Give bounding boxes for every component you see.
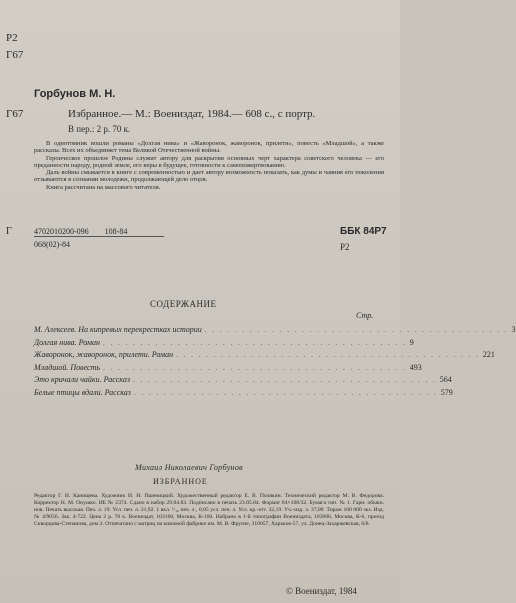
toc-entry [34,324,516,337]
annotation-paragraph: Книга рассчитана на массового читателя. [46,183,161,191]
index-divider [34,236,164,237]
bbk-header [6,30,23,64]
annotation-paragraph: Героическое прошлое Родины служит автору для раскрытия основных черт характера советского человека — его преданности народу, родной земле, его веры в будущее, готовности к самопожертвованию. [34,154,384,169]
toc-entry-label: Младшой. Повесть [34,362,100,372]
card-author: Горбунов М. Н. [34,88,116,100]
toc-leader-dots: . . . . . . . . . . . . . . . . . . . . . . . . . . . . . . . . . . . . . . . . . [103,363,407,372]
index-code-2: 068(02)-84 [34,240,70,249]
annotation-paragraph: В однотомник вошли романы «Долгая нива» и «Жаворонок, жаворонок, прилети», повесть «Младшой», а также рассказы. Всех их объединяет тема Великой Отечественной войны. [34,140,384,155]
toc-leader-dots: . . . . . . . . . . . . . . . . . . . . . . . . . . . . . . . . . . . . . . . . . [204,326,509,334]
card-title-line: Избранное.— М.: Воениздат, 1984.— 608 с., с портр. [68,108,316,120]
toc-title: СОДЕРЖАНИЕ [150,299,217,309]
g-letter: Г [6,226,12,237]
index-code-right: 108-84 [104,227,128,236]
bbk-code: ББК 84Р7 [340,226,387,237]
toc-entry-label: Долгая нива. Роман [34,337,100,347]
bbk-short: Р2 [340,242,350,252]
copyright-line: © Воениздат, 1984 [286,586,357,596]
bbk-label: Р2 [6,32,18,44]
toc-leader-dots: . . . . . . . . . . . . . . . . . . . . . . . . . . . . . . . . . . . . . . . . . [132,376,437,384]
table-of-contents [34,324,516,399]
toc-entry-label: М. Алексеев. На кипревых перекрестках истории [34,325,202,334]
toc-entry [34,337,414,350]
toc-entry-label: Белые птицы вдали. Рассказ [34,387,131,397]
toc-entry-page: 579 [440,387,453,397]
author-sign: Г67 [6,49,24,61]
index-code-left: 4702010200-096 [34,227,89,236]
toc-entry-page: 3 [511,325,516,334]
toc-entry [34,374,452,387]
toc-entry-label: Это кричали чайки. Рассказ [34,375,130,384]
toc-entry-page: 221 [482,350,495,359]
toc-leader-dots: . . . . . . . . . . . . . . . . . . . . . . . . . . . . . . . . . . . . . . . . . [176,351,480,359]
card-annotation [34,140,384,191]
toc-leader-dots: . . . . . . . . . . . . . . . . . . . . . . . . . . . . . . . . . . . . . . . . . [102,338,407,347]
toc-entry-page: 9 [409,337,414,347]
toc-entry-page: 493 [409,362,422,372]
toc-leader-dots: . . . . . . . . . . . . . . . . . . . . . . . . . . . . . . . . . . . . . . . . . [133,388,438,397]
toc-entry-page: 564 [439,375,452,384]
toc-entry [34,362,422,375]
annotation-paragraph: Даль войны смыкается в книге с современностью и дает автору возможность показать, как думы и чаяния его поколения отзываются в сознании молодежи, продолжающей дело отцов. [34,169,384,184]
toc-entry [34,387,453,400]
colophon-title: ИЗБРАННОЕ [153,477,208,486]
toc-page-header: Стр. [356,311,374,320]
card-binding-price: В пер.: 2 р. 70 к. [68,124,131,134]
colophon-author: Михаил Николаевич Горбунов [135,463,243,472]
toc-entry [34,349,495,362]
toc-entry-label: Жаворонок, жаворонок, прилети. Роман [34,350,174,359]
card-author-sign: Г67 [6,108,24,120]
colophon-text: Редактор Г. И. Канищева. Художник И. Н. Пшеницкий. Художественный редактор Е. В. Полякин. Технический редактор М. В. Федорова. Корректор Н. М. Онушко. ИБ № 2374. Сдано в набор 29.04.83. Подписано в печать 23.05.84. Формат 84×108/32. Бумага тип. № 1. Гарн. обыкн. нов. Печать высокая. Печ. л. 19. Усл. печ. л. 31,92. 1 вкл. ¹/₁₆ печ. л., 0,05 усл. печ. л. Усл. кр.-отт. 32,19. Уч.-изд. л. 37,09. Тираж 100 000 экз. Изд. № 4/9056. Зак. 4-722. Цена 2 р. 70 к. Воениздат, 103160, Москва, К-160. Набрано в 1-й типографии Воениздата, 103006, Москва, К-6, проезд Скворцова-Степанова, дом 3. Отпечатано с матриц на книжной фабрике им. М. В. Фрунзе, 310057, Харьков-57, ул. Донец-Захаржевская, 6/8. [34,493,384,527]
